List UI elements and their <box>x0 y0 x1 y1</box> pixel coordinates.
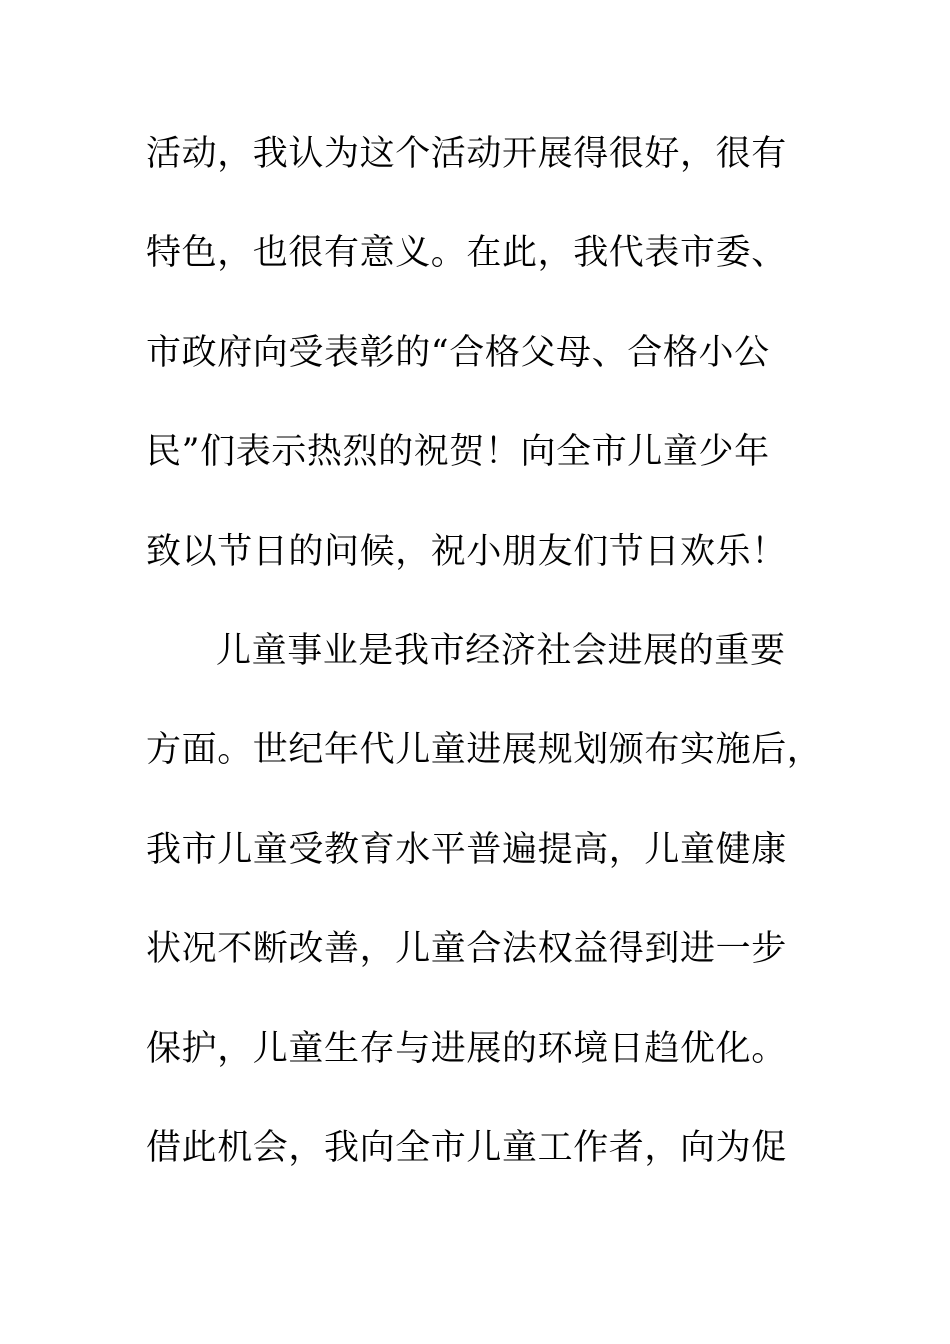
text-line: 保护，儿童生存与进展的环境日趋优化。 <box>146 1028 787 1069</box>
paragraph-start-line: 儿童事业是我市经济社会进展的重要 <box>216 630 786 671</box>
text-line: 民”们表示热烈的祝贺！向全市儿童少年 <box>146 432 770 473</box>
text-line: 市政府向受表彰的“合格父母、合格小公 <box>146 332 770 373</box>
text-line: 活动，我认为这个活动开展得很好，很有 <box>146 134 787 174</box>
text-line: 方面。世纪年代儿童进展规划颁布实施后， <box>146 730 823 771</box>
text-line: 特色，也很有意义。在此，我代表市委、 <box>146 233 787 274</box>
text-line: 状况不断改善，儿童合法权益得到进一步 <box>146 929 787 970</box>
body-text <box>146 124 846 1217</box>
text-line: 致以节日的问候，祝小朋友们节日欢乐！ <box>146 531 787 572</box>
text-line: 我市儿童受教育水平普遍提高，儿童健康 <box>146 829 787 870</box>
text-line: 借此机会，我向全市儿童工作者，向为促 <box>146 1127 787 1168</box>
